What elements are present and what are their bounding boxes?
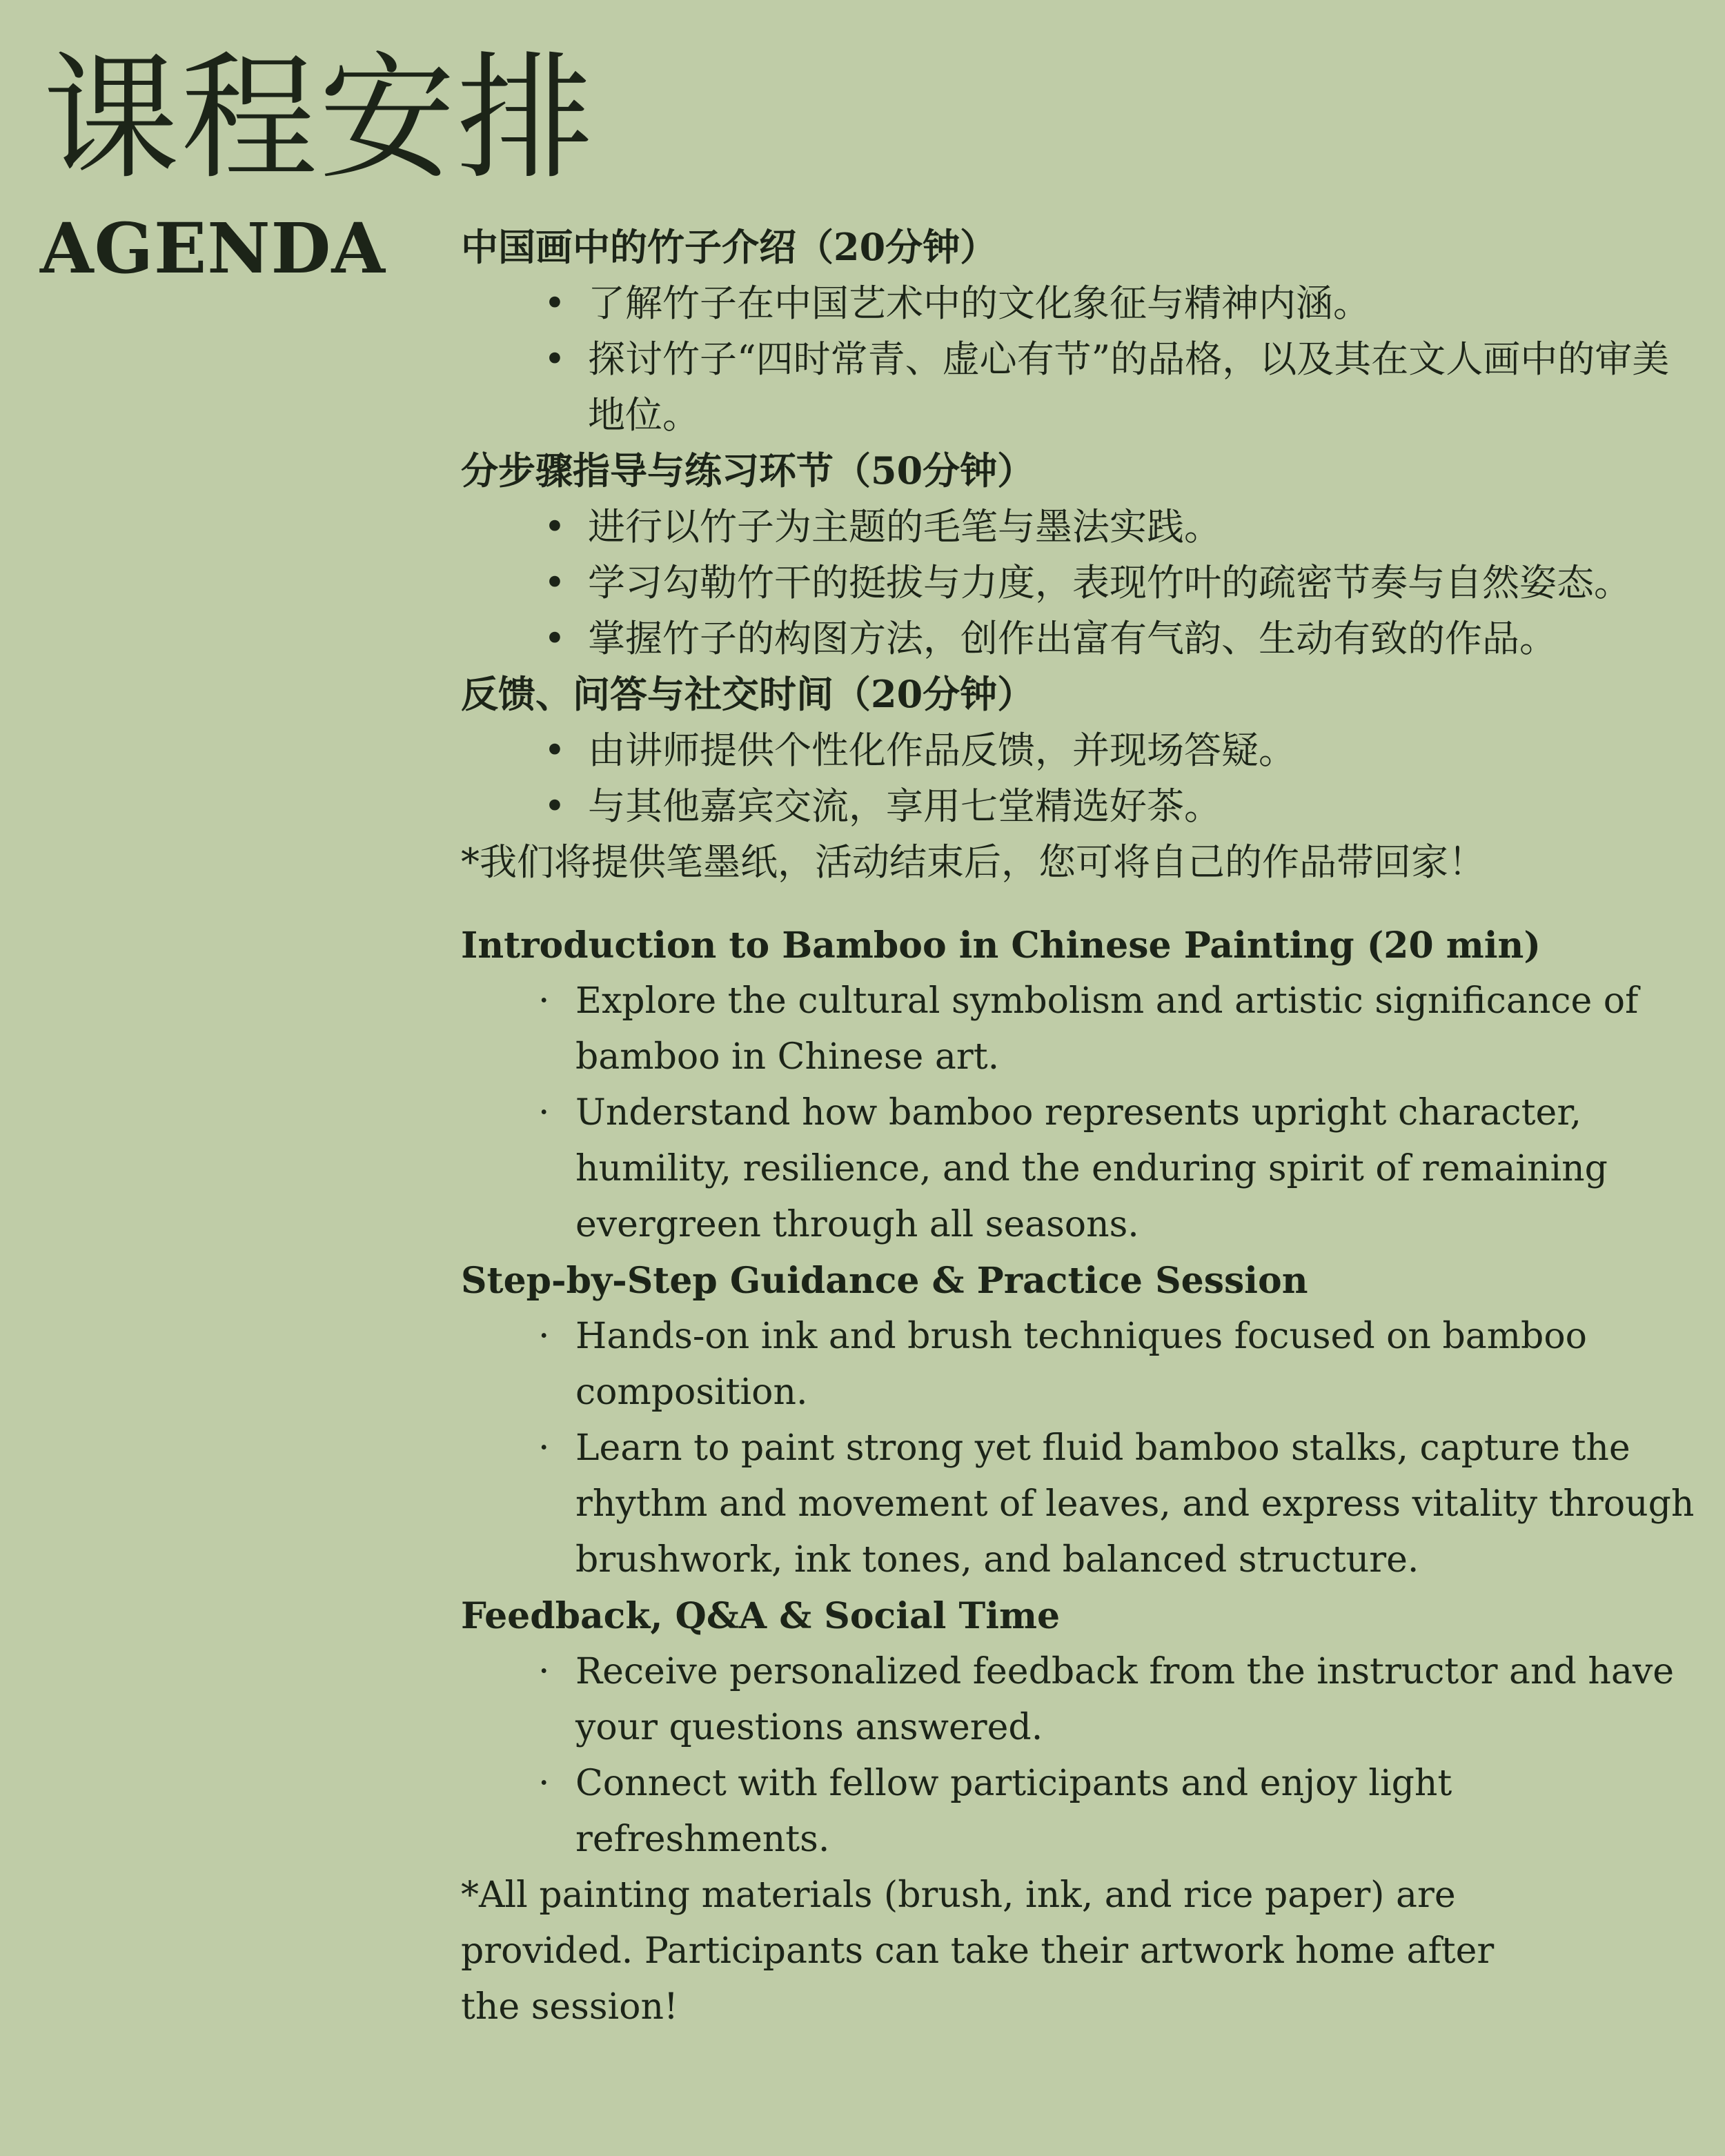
list-item-text: Connect with fellow participants and enjoy light refreshments. — [575, 1763, 1452, 1860]
agenda-content — [461, 219, 1703, 2035]
list-item — [461, 555, 1657, 611]
bullet-list — [461, 499, 1703, 666]
list-item-text: Learn to paint strong yet fluid bamboo stalks, capture the rhythm and movement of leaves, and express vitality through brushwork, ink tones, and balanced structure. — [575, 1427, 1695, 1581]
bullet-icon: • — [544, 505, 566, 548]
list-item — [461, 499, 1657, 555]
list-item — [461, 1756, 1703, 1868]
list-item — [461, 331, 1706, 443]
section-heading: 分步骤指导与练习环节（50分钟） — [461, 448, 1035, 493]
bullet-icon: • — [544, 617, 566, 660]
list-item-text: 掌握竹子的构图方法，创作出富有气韵、生动有致的作品。 — [588, 617, 1557, 660]
bullet-list — [461, 1644, 1703, 1868]
list-item-text: 与其他嘉宾交流，享用七堂精选好茶。 — [588, 784, 1221, 828]
list-item — [461, 778, 1657, 834]
section-heading: Feedback, Q&A & Social Time — [461, 1595, 1061, 1637]
list-item — [461, 973, 1703, 1085]
bullet-icon: · — [538, 980, 550, 1022]
bullet-icon: • — [544, 729, 566, 772]
materials-note-chinese: *我们将提供笔墨纸，活动结束后，您可将自己的作品带回家！ — [461, 840, 1486, 884]
list-item-text: Understand how bamboo represents upright character, humility, resilience, and the enduring spirit of remaining evergreen through all seasons. — [575, 1092, 1608, 1245]
bullet-icon: · — [538, 1763, 550, 1804]
bullet-icon: • — [544, 281, 566, 325]
list-item-text: Hands-on ink and brush techniques focused on bamboo composition. — [575, 1316, 1587, 1413]
bullet-icon: · — [538, 1092, 550, 1134]
list-item — [461, 1085, 1703, 1253]
list-item-text: 探讨竹子“四时常青、虚心有节”的品格，以及其在文人画中的审美地位。 — [588, 337, 1670, 437]
bullet-list — [461, 973, 1703, 1253]
bullet-list — [461, 722, 1703, 834]
list-item-text: 学习勾勒竹干的挺拔与力度，表现竹叶的疏密节奏与自然姿态。 — [588, 561, 1631, 604]
section-heading: 反馈、问答与社交时间（20分钟） — [461, 672, 1035, 716]
section-heading: Introduction to Bamboo in Chinese Painting (20 min) — [461, 924, 1541, 967]
list-item — [461, 722, 1657, 778]
list-item — [461, 1421, 1703, 1588]
bullet-icon: • — [544, 561, 566, 604]
bullet-icon: · — [538, 1651, 550, 1692]
bullet-icon: · — [538, 1316, 550, 1357]
agenda-chinese — [461, 219, 1703, 890]
bullet-icon: • — [544, 784, 566, 828]
bullet-list — [461, 1309, 1703, 1588]
list-item-text: Receive personalized feedback from the instructor and have your questions answered. — [575, 1651, 1674, 1748]
list-item-text: 了解竹子在中国艺术中的文化象征与精神内涵。 — [588, 281, 1370, 325]
page-title-chinese: 课程安排 — [43, 39, 595, 198]
section-heading: Step-by-Step Guidance & Practice Session — [461, 1260, 1308, 1302]
list-item — [461, 1309, 1703, 1421]
list-item — [461, 1644, 1703, 1756]
bullet-icon: • — [544, 337, 566, 381]
agenda-english — [461, 918, 1703, 2035]
list-item — [461, 611, 1725, 666]
page-title-english: AGENDA — [40, 208, 386, 289]
list-item-text: 由讲师提供个性化作品反馈，并现场答疑。 — [588, 729, 1296, 772]
bullet-icon: · — [538, 1427, 550, 1469]
list-item-text: Explore the cultural symbolism and artistic significance of bamboo in Chinese art. — [575, 980, 1639, 1078]
bullet-list — [461, 275, 1703, 443]
list-item — [461, 275, 1657, 331]
section-heading: 中国画中的竹子介绍（20分钟） — [461, 225, 998, 269]
materials-note-english: *All painting materials (brush, ink, and rice paper) are provided. Participants can take their artwork home after the session! — [461, 1875, 1495, 2028]
list-item-text: 进行以竹子为主题的毛笔与墨法实践。 — [588, 505, 1221, 548]
